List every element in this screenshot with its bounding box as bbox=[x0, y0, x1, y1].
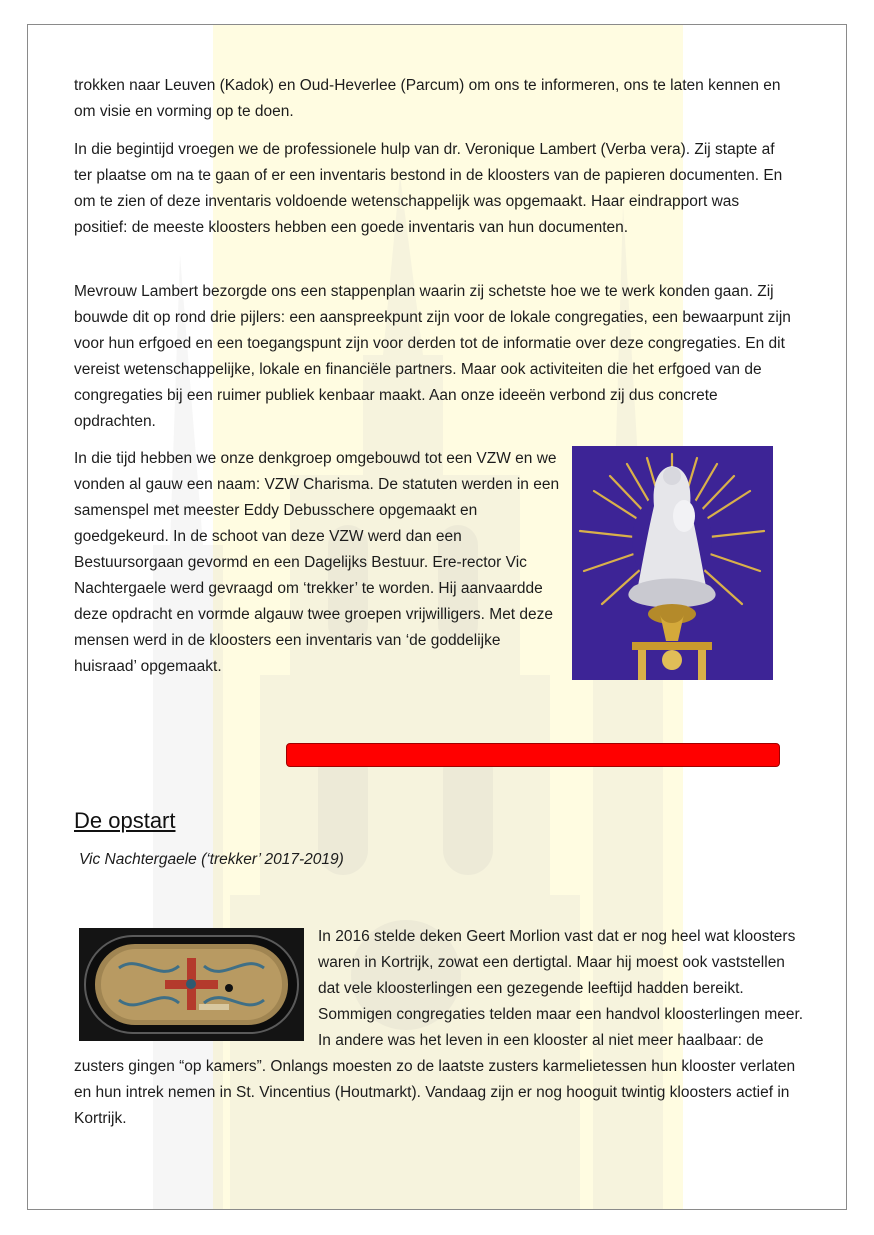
madonna-statue-image bbox=[572, 446, 773, 680]
section-heading: De opstart bbox=[74, 808, 176, 833]
divider-bar bbox=[286, 743, 780, 767]
paragraph-lambert-help: In die begintijd vroegen we de professionele hulp van dr. Veronique Lambert (Verba vera). Zij stapte af ter plaatse om na te gaan of er een inventaris bestond in de kloosters van de papieren documenten. En om te zien of deze inventaris voldoende wetenschappelijk was opgemaakt. Haar eindrapport was positief: de meeste kloosters hebben een goede inventaris van hun documenten. bbox=[74, 141, 783, 236]
paragraph-kortrijk-kloosters bbox=[74, 924, 804, 1132]
paragraph-stappenplan: Mevrouw Lambert bezorgde ons een stappenplan waarin zij schetste hoe we te werk konden gaan. Zij bouwde dit op rond drie pijlers: een aanspreekpunt zijn voor de lokale congregaties, een bewaarpunt zijn voor hun erfgoed en een toegangspunt zijn voor derden tot de informatie over deze congregaties. En dit vereist wetenschappelijke, lokale en financiële partners. Maar ook activiteiten die het erfgoed van de congregaties bij een ruimer publiek kenbaar maakt. Aan onze ideeën verbond zij dus concrete opdrachten. bbox=[74, 283, 791, 430]
paragraph-intro: trokken naar Leuven (Kadok) en Oud-Heverlee (Parcum) om ons te informeren, ons te laten kennen en om visie en vorming op te doen. bbox=[74, 77, 781, 120]
author-byline: Vic Nachtergaele (‘trekker’ 2017-2019) bbox=[79, 851, 344, 868]
image-wrap-spacer bbox=[74, 924, 318, 1054]
paragraph-kortrijk-text: In 2016 stelde deken Geert Morlion vast dat er nog heel wat kloosters waren in Kortrijk, zowat een dertigtal. Maar hij moest ook vaststellen dat vele kloosterlingen een gezegende leeftijd hadden bereikt. Sommigen congregaties telden maar een handvol kloosterlingen meer. In andere was het leven in een klooster al niet meer haalbaar: de zusters gingen “op kamers”. Onlangs moesten zo de laatste zusters karmelietessen hun klooster verlaten en hun intrek nemen in St. Vincentius (Houtmarkt). Vandaag zijn er nog hooguit twintig kloosters actief in Kortrijk. bbox=[74, 928, 804, 1127]
paragraph-vzw-charisma: In die tijd hebben we onze denkgroep omgebouwd tot een VZW en we vonden al gauw een naam: VZW Charisma. De statuten werden in een samenspel met meester Eddy Debusschere opgemaakt en goedgekeurd. In de schoot van deze VZW werd dan een Bestuursorgaan gevormd en een Dagelijks Bestuur. Ere-rector Vic Nachtergaele werd gevraagd om ‘trekker’ te worden. Hij aanvaardde deze opdracht en vormde algauw twee groepen vrijwilligers. Met deze mensen werd in de kloosters een inventaris van ‘de goddelijke huisraad’ opgemaakt. bbox=[74, 450, 560, 675]
